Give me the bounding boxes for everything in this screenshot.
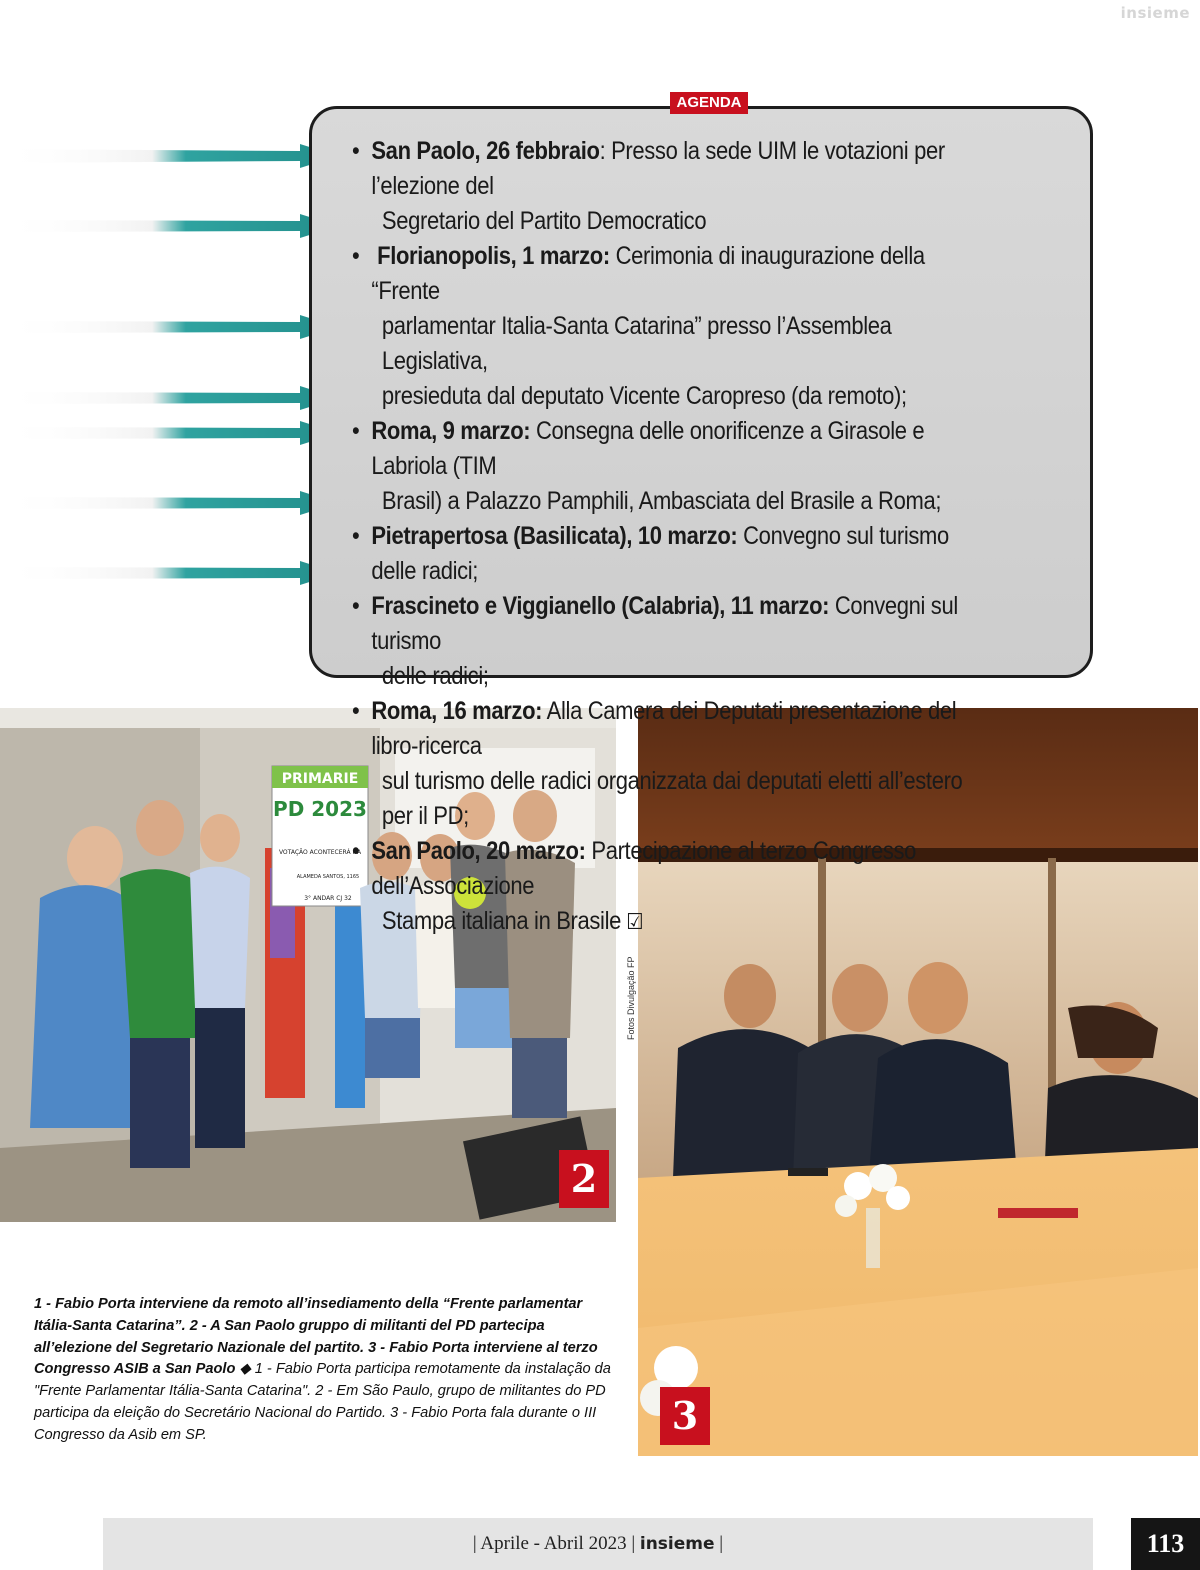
agenda-item-lead: Frascineto e Viggianello (Calabria), 11 marzo: [371, 592, 830, 620]
photo-caption [34, 1294, 620, 1447]
photo-number-badge: 2 [559, 1150, 609, 1208]
arrow-5 [0, 421, 338, 445]
agenda-item-text: Cerimonia di inaugurazione della “Frente [371, 242, 925, 305]
caption-italian: 1 - Fabio Porta interviene da remoto all’insediamento della “Frente parlamentar Itália-Santa Catarina”. 2 - A San Paolo gruppo di militanti del PD partecipa all’elezione del Segretario Nazionale del partito. 3 - Fabio Porta interviene al terzo Congresso ASIB a San Paolo [34, 1296, 598, 1378]
checkbox-checked-icon: ☑ [626, 910, 644, 935]
agenda-item: • Roma, 16 marzo: Alla Camera dei Deputati presentazione del libro-ricerca sul turismo delle radici organizzata dai deputati eletti all’estero per il PD; [352, 694, 994, 834]
sign-line-3: VOTAÇÃO ACONTECERÁ NA [278, 849, 362, 856]
arrow-2 [0, 214, 338, 238]
footer-band [103, 1518, 1093, 1570]
arrow-3 [0, 315, 338, 339]
agenda-item: • Florianopolis, 1 marzo: Cerimonia di inaugurazione della “Frente parlamentar Italia-Santa Catarina” presso l’Assemblea Legislativa, presieduta dal deputato Vicente Caropreso (da remoto); [352, 239, 994, 414]
photo-number-badge: 3 [660, 1387, 710, 1445]
agenda-item-lead: San Paolo, 26 febbraio [371, 137, 600, 165]
agenda-item-text: Presso la sede UIM le votazioni per l’elezione del [371, 137, 945, 200]
agenda-item-text: Partecipazione al terzo Congresso dell’Associazione [371, 837, 917, 900]
agenda-item-lead: Roma, 9 marzo: [371, 417, 531, 445]
red-folder [998, 1208, 1078, 1218]
agenda-item-text: Alla Camera dei Deputati presentazione del libro-ricerca [371, 697, 957, 760]
agenda-item: • Roma, 9 marzo: Consegna delle onorificenze a Girasole e Labriola (TIM Brasil) a Palazzo Pamphili, Ambasciata del Brasile a Roma; [352, 414, 994, 519]
agenda-item-lead: Roma, 16 marzo: [371, 697, 543, 725]
photo-credit: Fotos Divulgação FP [626, 956, 636, 1040]
agenda-item: • San Paolo, 26 febbraio: Presso la sede UIM le votazioni per l’elezione del Segretario del Partito Democratico [352, 134, 994, 239]
arrow-4 [0, 386, 338, 410]
footer-brand: insieme [639, 1534, 715, 1554]
agenda-arrows [0, 120, 350, 600]
agenda-item-text: Convegni sul turismo [371, 592, 958, 655]
agenda-item-text: Convegno sul turismo delle radici; [371, 522, 949, 585]
footer-issue: | Aprile - Abril 2023 | [472, 1533, 640, 1554]
agenda-item-text: delle radici; [381, 662, 489, 690]
agenda-item-text: Consegna delle onorificenze a Girasole e Labriola (TIM [371, 417, 925, 480]
phone [788, 1168, 828, 1176]
agenda-item-lead: San Paolo, 20 marzo: [371, 837, 586, 865]
sign-line-5: 3° ANDAR CJ 32 [304, 895, 352, 902]
agenda-item-lead: Pietrapertosa (Basilicata), 10 marzo: [371, 522, 738, 550]
agenda-tag: AGENDA [670, 92, 748, 114]
sign-pd-2023: PD 2023 [273, 797, 367, 821]
sign-primarie: PRIMARIE [281, 771, 359, 787]
agenda-item: • Pietrapertosa (Basilicata), 10 marzo: Convegno sul turismo delle radici; [352, 522, 949, 585]
agenda-item-text: presieduta dal deputato Vicente Caropreso (da remoto); [381, 382, 907, 410]
diamond-icon: ◆ [235, 1361, 255, 1378]
agenda-item-text: Segretario del Partito Democratico [381, 207, 707, 235]
masthead-logo: insieme [1120, 4, 1190, 22]
agenda-item: • Frascineto e Viggianello (Calabria), 11 marzo: Convegni sul turismo delle radici; [352, 589, 994, 694]
sign-line-4: ALAMEDA SANTOS, 1165 [296, 874, 360, 880]
footer-text: | Aprile - Abril 2023 | insieme | [472, 1533, 724, 1554]
agenda-list [352, 134, 994, 940]
agenda-item-text: sul turismo delle radici organizzata dai deputati eletti all’estero per il PD; [381, 767, 963, 830]
page-number: 113 [1131, 1518, 1200, 1570]
caption-portuguese: 1 - Fabio Porta participa remotamente da instalação da "Frente Parlamentar Itália-Santa Catarina". 2 - Em São Paulo, grupo de militantes do PD participa da eleição do Secretário Nacional do Partido. 3 - Fabio Porta fala durante o III Congresso da Asib em SP. [34, 1361, 611, 1443]
agenda-item-text: Brasil) a Palazzo Pamphili, Ambasciata del Brasile a Roma; [381, 487, 942, 515]
agenda-item-text: parlamentar Italia-Santa Catarina” presso l’Assemblea Legislativa, [381, 312, 892, 375]
agenda-item-text: Stampa italiana in Brasile ☑ [381, 907, 644, 935]
arrow-1 [0, 144, 338, 168]
agenda-item-lead: Florianopolis, 1 marzo: [377, 242, 610, 270]
arrow-7 [0, 561, 338, 585]
arrow-6 [0, 491, 338, 515]
agenda-item: • San Paolo, 20 marzo: Partecipazione al terzo Congresso dell’Associazione Stampa italiana in Brasile ☑ [352, 834, 994, 940]
